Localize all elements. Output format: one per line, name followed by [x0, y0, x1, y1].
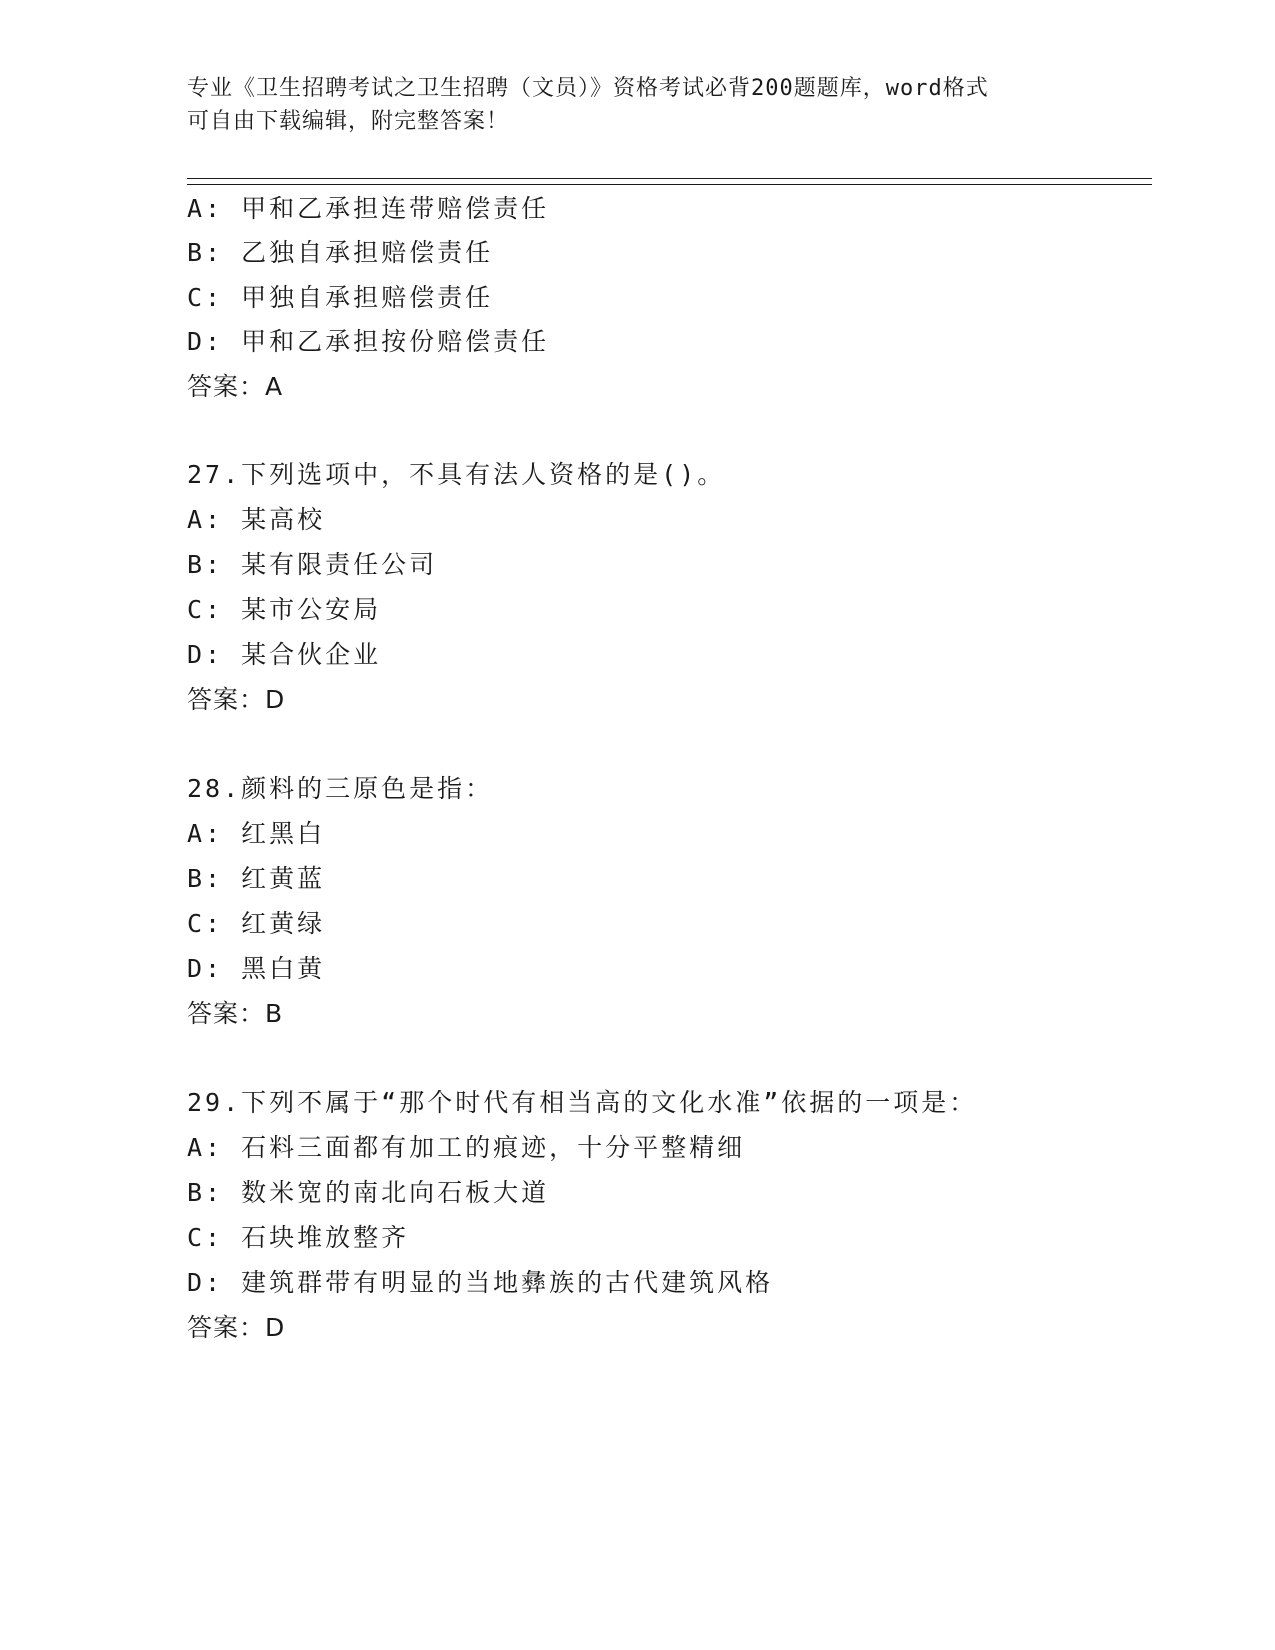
- q27-option-c: C: 某市公安局: [187, 595, 382, 624]
- header-divider-top: [187, 178, 1152, 179]
- q28-option-d: D: 黑白黄: [187, 954, 326, 983]
- q26-option-b: B: 乙独自承担赔偿责任: [187, 238, 494, 267]
- q29-option-c: C: 石块堆放整齐: [187, 1223, 410, 1252]
- q28-option-c: C: 红黄绿: [187, 909, 326, 938]
- q27-option-a: A: 某高校: [187, 505, 326, 534]
- document-header: [187, 72, 1077, 138]
- header-line-2: 可自由下载编辑，附完整答案！: [187, 109, 510, 134]
- q27-option-b: B: 某有限责任公司: [187, 550, 438, 579]
- q28-answer: 答案：B: [187, 999, 284, 1028]
- q28-option-b: B: 红黄蓝: [187, 864, 326, 893]
- q29-option-d: D: 建筑群带有明显的当地彝族的古代建筑风格: [187, 1268, 774, 1297]
- q26-option-c: C: 甲独自承担赔偿责任: [187, 283, 494, 312]
- q26-option-d: D: 甲和乙承担按份赔偿责任: [187, 327, 550, 356]
- header-line-1: 专业《卫生招聘考试之卫生招聘（文员）》资格考试必背200题题库，word格式: [187, 76, 989, 101]
- q28-option-a: A: 红黑白: [187, 819, 326, 848]
- header-divider-bottom: [187, 184, 1152, 185]
- q26-answer: 答案：A: [187, 372, 284, 401]
- q29-option-b: B: 数米宽的南北向石板大道: [187, 1178, 550, 1207]
- q28-stem: 28.颜料的三原色是指：: [187, 774, 494, 803]
- q29-stem: 29.下列不属于“那个时代有相当高的文化水准”依据的一项是：: [187, 1088, 978, 1117]
- q29-answer: 答案：D: [187, 1313, 286, 1342]
- q27-stem: 27.下列选项中，不具有法人资格的是()。: [187, 460, 726, 489]
- q26-option-a: A: 甲和乙承担连带赔偿责任: [187, 194, 550, 223]
- q27-option-d: D: 某合伙企业: [187, 640, 382, 669]
- q27-answer: 答案：D: [187, 685, 286, 714]
- q29-option-a: A: 石料三面都有加工的痕迹，十分平整精细: [187, 1133, 746, 1162]
